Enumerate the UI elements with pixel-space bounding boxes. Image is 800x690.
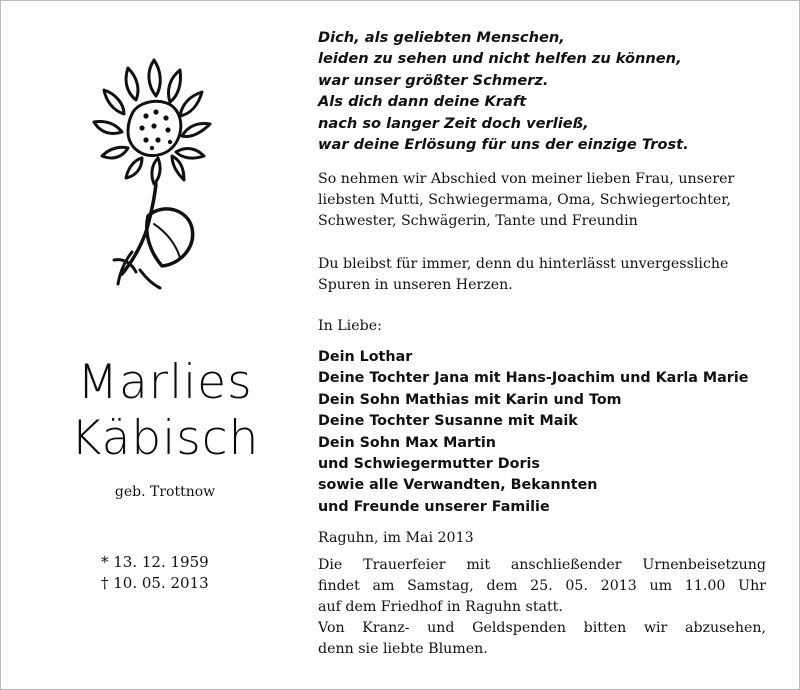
- poem-line: Dich, als geliebten Menschen,: [318, 29, 565, 46]
- funeral-details: [318, 555, 766, 660]
- first-name: Marlies: [77, 355, 253, 410]
- birth-date: * 13. 12. 1959: [101, 553, 209, 571]
- farewell-line: So nehmen wir Abschied von meiner lieben Frau, unserer: [318, 171, 735, 187]
- service-line: Die Trauerfeier mit anschließender Urnenbeisetzung: [318, 557, 766, 573]
- poem-line: nach so langer Zeit doch verließ,: [318, 114, 589, 132]
- death-date: † 10. 05. 2013: [101, 574, 209, 592]
- last-name: Käbisch: [70, 411, 260, 466]
- service-line: Von Kranz- und Geldspenden bitten wir abzusehen,: [318, 620, 766, 636]
- place-date: Raguhn, im Mai 2013: [318, 530, 474, 546]
- remembrance-line: Spuren in unseren Herzen.: [318, 277, 513, 293]
- service-line: findet am Samstag, dem 25. 05. 2013 um 11.00 Uhr: [318, 578, 766, 594]
- family-member: Deine Tochter Susanne mit Maik: [318, 413, 578, 430]
- family-member: Deine Tochter Jana mit Hans-Joachim und Karla Marie: [318, 370, 749, 387]
- service-line: denn sie liebte Blumen.: [318, 641, 488, 657]
- farewell-line: liebsten Mutti, Schwiegermama, Oma, Schwiegertochter,: [318, 192, 732, 208]
- sunflower-icon: [84, 52, 224, 294]
- poem-line: war unser größter Schmerz.: [318, 71, 549, 89]
- family-member: Dein Sohn Max Martin: [318, 434, 496, 451]
- in-love-heading: In Liebe:: [318, 318, 382, 334]
- poem-line: war deine Erlösung für uns der einzige Trost.: [318, 136, 689, 154]
- family-member: sowie alle Verwandten, Bekannten: [318, 477, 598, 494]
- farewell-line: Schwester, Schwägerin, Tante und Freundin: [318, 213, 638, 229]
- family-member: und Freunde unserer Familie: [318, 498, 550, 515]
- service-line: auf dem Friedhof in Raguhn statt.: [318, 599, 563, 615]
- family-list: [318, 347, 766, 518]
- farewell-text: [318, 169, 766, 232]
- family-member: und Schwiegermutter Doris: [318, 456, 540, 473]
- poem-line: leiden zu sehen und nicht helfen zu können,: [318, 50, 682, 68]
- remembrance-text: [318, 254, 766, 296]
- family-member: Dein Sohn Mathias mit Karin und Tom: [318, 391, 622, 408]
- poem-line: Als dich dann deine Kraft: [318, 93, 527, 111]
- poem: [318, 27, 766, 155]
- remembrance-line: Du bleibst für immer, denn du hinterlässt unvergessliche: [318, 256, 729, 272]
- birth-name: geb. Trottnow: [114, 484, 216, 500]
- family-member: Dein Lothar: [318, 349, 413, 365]
- life-dates: [101, 552, 209, 594]
